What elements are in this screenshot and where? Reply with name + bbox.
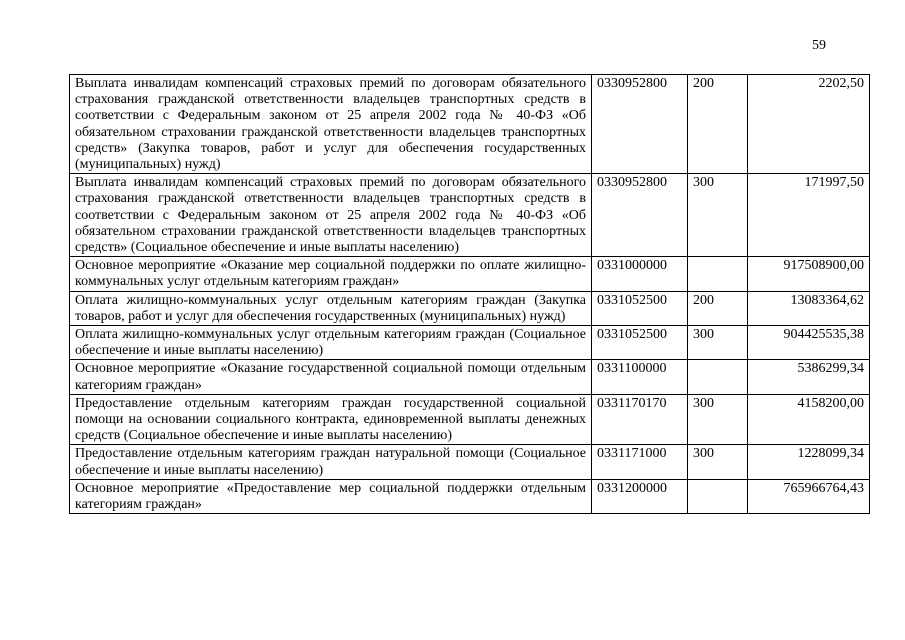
row-amount: 2202,50	[748, 75, 870, 174]
row-amount: 1228099,34	[748, 445, 870, 479]
row-expense-type: 300	[688, 394, 748, 445]
row-code: 0331171000	[592, 445, 688, 479]
row-amount: 4158200,00	[748, 394, 870, 445]
table-row	[70, 360, 870, 394]
table-row	[70, 257, 870, 291]
row-expense-type: 200	[688, 75, 748, 174]
row-amount: 171997,50	[748, 174, 870, 257]
row-description: Оплата жилищно-коммунальных услуг отдельным категориям граждан (Закупка товаров, работ и услуг для обеспечения государственных (муниципальных) нужд)	[70, 291, 592, 325]
row-expense-type: 300	[688, 445, 748, 479]
row-amount: 13083364,62	[748, 291, 870, 325]
table-row	[70, 394, 870, 445]
table-row	[70, 291, 870, 325]
row-code: 0330952800	[592, 75, 688, 174]
row-amount: 765966764,43	[748, 479, 870, 513]
row-code: 0331052500	[592, 291, 688, 325]
row-description: Предоставление отдельным категориям граждан государственной социальной помощи на основании социального контракта, единовременной выплаты денежных средств (Социальное обеспечение и иные выплаты населению)	[70, 394, 592, 445]
table-row	[70, 75, 870, 174]
budget-table	[69, 74, 870, 514]
table-row	[70, 174, 870, 257]
page-number: 59	[812, 38, 826, 53]
row-description: Предоставление отдельным категориям граждан натуральной помощи (Социальное обеспечение и иные выплаты населению)	[70, 445, 592, 479]
row-description: Основное мероприятие «Оказание мер социальной поддержки по оплате жилищно-коммунальных услуг отдельным категориям граждан»	[70, 257, 592, 291]
row-description: Выплата инвалидам компенсаций страховых премий по договорам обязательного страхования гражданской ответственности владельцев транспортных средств в соответствии с Федеральным законом от 25 апреля 2002 года № 40-ФЗ «Об обязательном страховании гражданской ответственности владельцев транспортных средств» (Социальное обеспечение и иные выплаты населению)	[70, 174, 592, 257]
row-expense-type: 200	[688, 291, 748, 325]
row-expense-type	[688, 257, 748, 291]
row-code: 0331000000	[592, 257, 688, 291]
row-code: 0331200000	[592, 479, 688, 513]
row-code: 0330952800	[592, 174, 688, 257]
table-row	[70, 445, 870, 479]
row-expense-type: 300	[688, 326, 748, 360]
row-code: 0331052500	[592, 326, 688, 360]
row-amount: 5386299,34	[748, 360, 870, 394]
row-expense-type: 300	[688, 174, 748, 257]
row-amount: 917508900,00	[748, 257, 870, 291]
row-description: Выплата инвалидам компенсаций страховых премий по договорам обязательного страхования гражданской ответственности владельцев транспортных средств в соответствии с Федеральным законом от 25 апреля 2002 года № 40-ФЗ «Об обязательном страховании гражданской ответственности владельцев транспортных средств» (Закупка товаров, работ и услуг для обеспечения государственных (муниципальных) нужд)	[70, 75, 592, 174]
row-code: 0331100000	[592, 360, 688, 394]
table-row	[70, 479, 870, 513]
row-code: 0331170170	[592, 394, 688, 445]
row-description: Оплата жилищно-коммунальных услуг отдельным категориям граждан (Социальное обеспечение и иные выплаты населению)	[70, 326, 592, 360]
row-expense-type	[688, 360, 748, 394]
row-description: Основное мероприятие «Оказание государственной социальной помощи отдельным категориям граждан»	[70, 360, 592, 394]
row-expense-type	[688, 479, 748, 513]
row-description: Основное мероприятие «Предоставление мер социальной поддержки отдельным категориям граждан»	[70, 479, 592, 513]
table-row	[70, 326, 870, 360]
row-amount: 904425535,38	[748, 326, 870, 360]
